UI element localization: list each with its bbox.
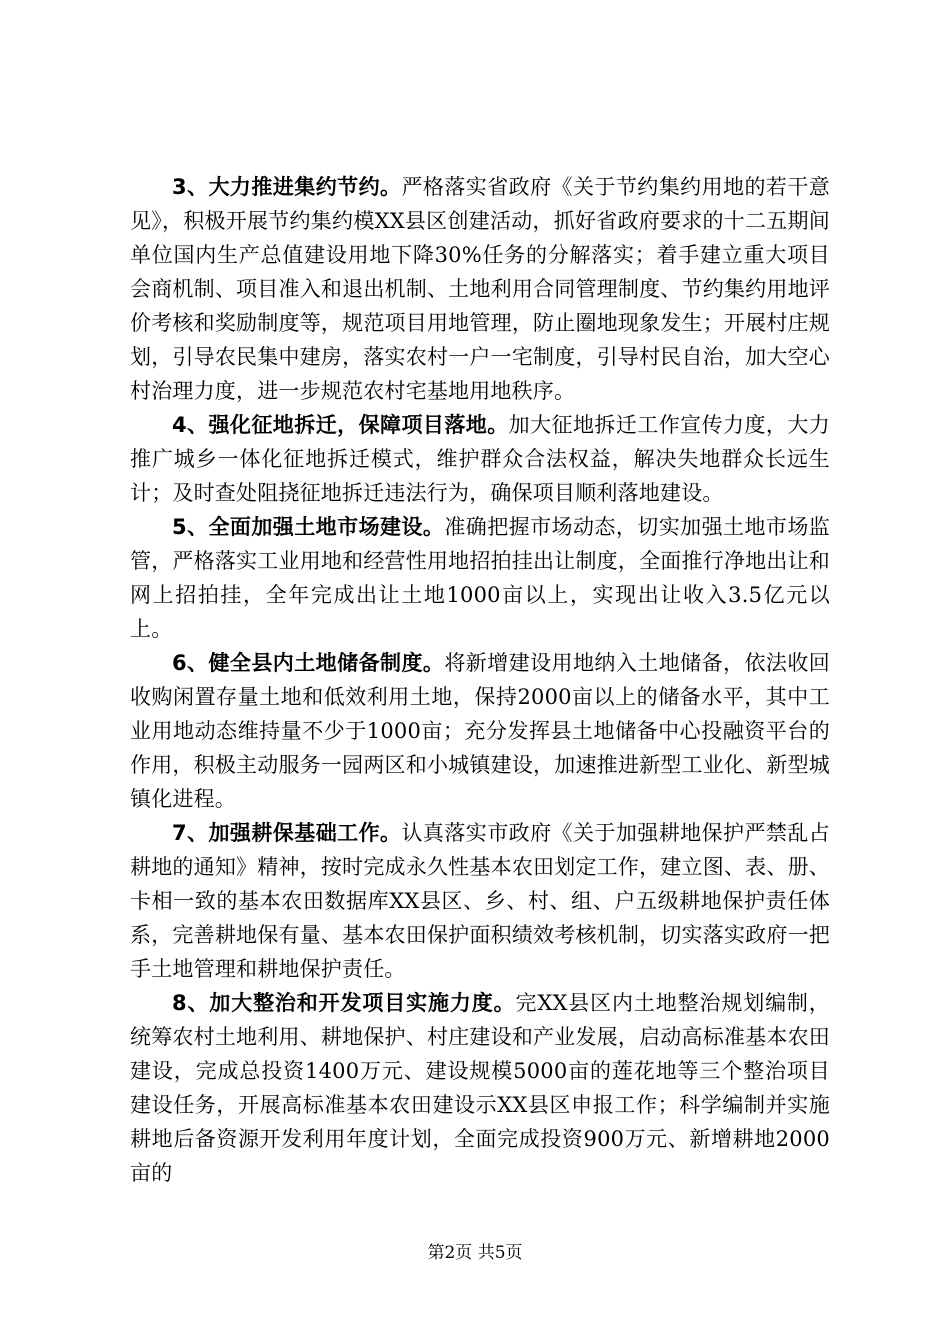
document-body [130,170,830,1190]
paragraph-heading: 3、大力推进集约节约。 [172,175,402,199]
paragraph-3 [130,170,830,408]
paragraph-heading: 5、全面加强土地市场建设。 [172,515,445,539]
paragraph-8 [130,986,830,1190]
page-number-footer: 第2页 共5页 [427,1243,523,1263]
paragraph-text: 严格落实省政府《关于节约集约用地的若干意见》，积极开展节约集约模XX县区创建活动，抓好省政府要求的十二五期间单位国内生产总值建设用地下降30%任务的分解落实；着手建立重大项目会商机制、项目准入和退出机制、土地利用合同管理制度、节约集约用地评价考核和奖励制度等，规范项目用地管理，防止圈地现象发生；开展村庄规划，引导农民集中建房，落实农村一户一宅制度，引导村民自治，加大空心村治理力度，进一步规范农村宅基地用地秩序。 [130,175,831,403]
paragraph-text: 加大征地拆迁工作宣传力度，大力推广城乡一体化征地拆迁模式，维护群众合法权益，解决失地群众长远生计；及时查处阻挠征地拆迁违法行为，确保项目顺利落地建设。 [130,413,831,505]
paragraph-6 [130,646,830,816]
paragraph-5 [130,510,830,646]
paragraph-heading: 4、强化征地拆迁，保障项目落地。 [172,413,509,437]
paragraph-text: 准确把握市场动态，切实加强土地市场监管，严格落实工业用地和经营性用地招拍挂出让制度，全面推行净地出让和网上招拍挂，全年完成出让土地1000亩以上，实现出让收入3.5亿元以上。 [130,515,830,641]
paragraph-7 [130,816,830,986]
paragraph-text: 将新增建设用地纳入土地储备，依法收回收购闲置存量土地和低效利用土地，保持2000亩以上的储备水平，其中工业用地动态维持量不少于1000亩；充分发挥县土地储备中心投融资平台的作用，积极主动服务一园两区和小城镇建设，加速推进新型工业化、新型城镇化进程。 [130,651,830,811]
paragraph-heading: 8、加大整治和开发项目实施力度。 [172,991,516,1015]
paragraph-heading: 7、加强耕保基础工作。 [172,821,402,845]
paragraph-text: 完XX县区内土地整治规划编制，统筹农村土地利用、耕地保护、村庄建设和产业发展，启动高标准基本农田建设，完成总投资1400万元、建设规模5000亩的莲花地等三个整治项目建设任务，开展高标准基本农田建设示XX县区申报工作；科学编制并实施耕地后备资源开发利用年度计划，全面完成投资900万元、新增耕地2000亩的 [130,991,830,1185]
paragraph-4 [130,408,830,510]
paragraph-text: 认真落实市政府《关于加强耕地保护严禁乱占耕地的通知》精神，按时完成永久性基本农田划定工作，建立图、表、册、卡相一致的基本农田数据库XX县区、乡、村、组、户五级耕地保护责任体系，完善耕地保有量、基本农田保护面积绩效考核机制，切实落实政府一把手土地管理和耕地保护责任。 [130,821,831,981]
paragraph-heading: 6、健全县内土地储备制度。 [172,651,445,675]
